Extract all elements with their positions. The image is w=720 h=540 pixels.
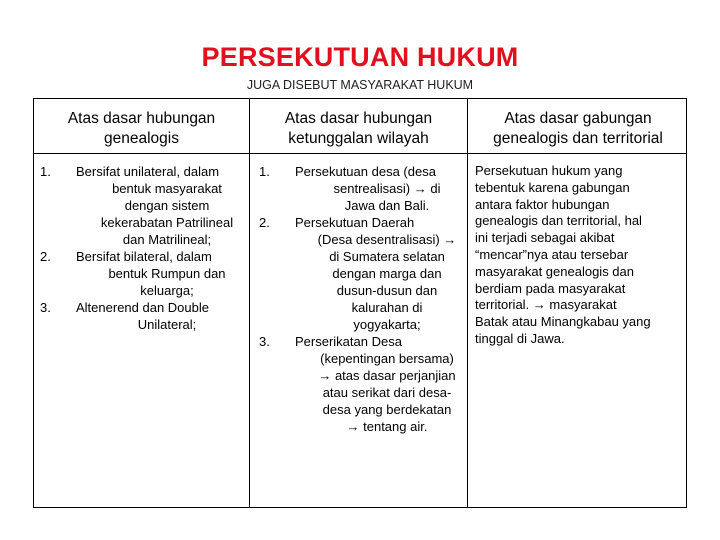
list-item: 2. Bersifat bilateral, dalam bentuk Rumpun dan keluarga;: [40, 249, 226, 298]
paragraph-line: territorial. → masyarakat: [475, 297, 617, 313]
column-heading-wilayah: Atas dasar hubungan ketunggalan wilayah: [284, 110, 433, 147]
paragraph-line: genealogis dan territorial, hal: [475, 213, 642, 229]
paragraph-line: berdiam pada masyarakat: [475, 280, 626, 296]
column-divider: [467, 99, 468, 507]
list-item: 2. Persekutuan Daerah (Desa desentralisasi) → di Sumatera selatan dengan marga dan dusun-dusun dan kalurahan di yogyakarta;: [259, 215, 457, 332]
paragraph-line: Persekutuan hukum yang: [475, 163, 623, 178]
list-item: 3. Perserikatan Desa (kepentingan bersama) → atas dasar perjanjian atau serikat dari desa- desa yang berdekatan → tentang air.: [259, 334, 456, 434]
paragraph-line: ini terjadi sebagai akibat: [475, 230, 615, 246]
column-heading-genealogis: Atas dasar hubungan genealogis: [67, 110, 216, 147]
list-item: 3. Altenerend dan Double Unilateral;: [40, 300, 209, 332]
paragraph-line: tinggal di Jawa.: [475, 330, 565, 346]
column-gabungan-content: [475, 163, 685, 348]
paragraph-line: antara faktor hubungan: [475, 196, 610, 212]
page-title: PERSEKUTUAN HUKUM: [201, 42, 519, 72]
paragraph-line: Batak atau Minangkabau yang: [475, 314, 651, 330]
list-item: 1. Bersifat unilateral, dalam bentuk masyarakat dengan sistem kekerabatan Patrilineal dan Matrilineal;: [40, 164, 234, 247]
column-wilayah-content: [259, 163, 463, 435]
paragraph-line: masyarakat genealogis dan: [475, 263, 634, 279]
list-item: 1. Persekutuan desa (desa sentrealisasi) → di Jawa dan Bali.: [259, 164, 441, 213]
header-divider: [34, 153, 686, 154]
column-genealogis-content: [40, 163, 244, 333]
comparison-table: [33, 98, 687, 508]
paragraph-line: “mencar”nya atau tersebar: [475, 246, 629, 262]
paragraph-line: tebentuk karena gabungan: [475, 179, 630, 195]
page-subtitle: JUGA DISEBUT MASYARAKAT HUKUM: [246, 78, 474, 92]
column-divider: [249, 99, 250, 507]
column-heading-gabungan: Atas dasar gabungan genealogis dan territorial: [493, 110, 663, 147]
